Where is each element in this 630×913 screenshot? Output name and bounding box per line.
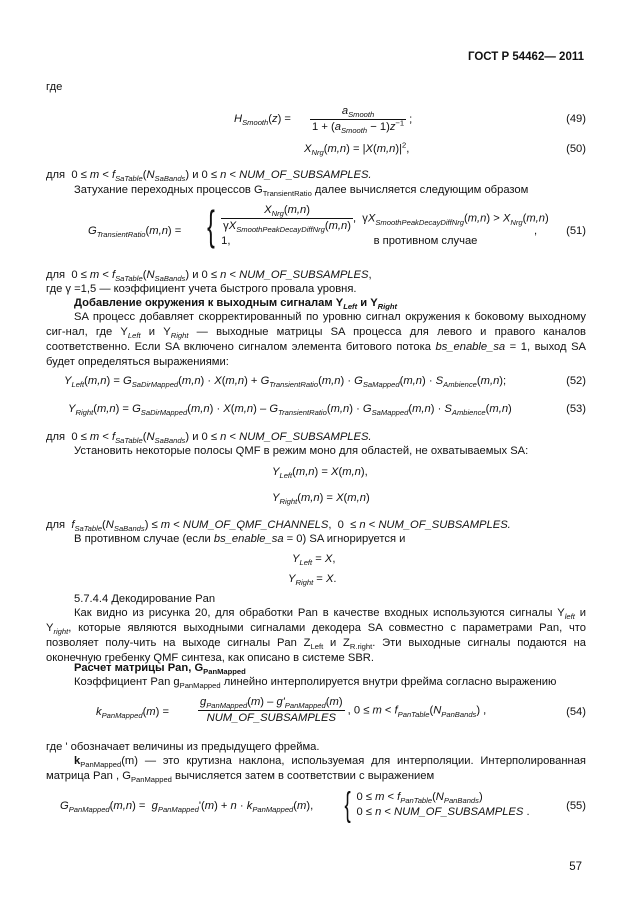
eq-number-54: (54) — [566, 706, 586, 718]
otherwise-text: в противном случае — [373, 235, 478, 248]
equation-52: $Y_{Left}(m,n) = G_{SaDirMapped}(m,n) \cdot X(m,n) + G_{TransientRatio}(m,n) \cdot G_{SaMapped}(m,n) \cdot S_{Ambience}(m,n)$; (52) — [64, 375, 586, 390]
equation-51: $G_{TransientRatio}(m,n)$ = { $\frac{X_{Nrg}(m,n)}{\gamma X_{SmoothPeakDecayDiffNrg}(m,n)}$ , $\gamma X_{SmoothPeakDecayDiffNrg}(m,n) > X_{Nrg}(m,n)$ 1, в противном случае , (51) — [88, 202, 586, 250]
equation-53: $Y_{Right}(m,n) = G_{SaDirMapped}(m,n) \cdot X(m,n) - G_{TransientRatio}(m,n) \cdot G_{SaMapped}(m,n) \cdot S_{Ambience}(m,n)$ (53) — [68, 403, 586, 418]
eq-number-50: (50) — [566, 143, 586, 155]
pan-paragraph: Как видно из рисунка 20, для обработки Pan в качестве входных используются сигналы $Y_{left}$ и $Y_{right}$, которые являются выходными сигналами декодера SA совместно с параметрами Pan, что позволяет полу-чить на выходе сигналы Pan $Z_{Left}$ и $Z_{R.right}$. Эти выходные сигналы подаются на оконечную гребенку QMF синтеза, как описано в системе SBR. — [46, 607, 586, 665]
eq-number-52: (52) — [566, 375, 586, 387]
eq-number-53: (53) — [566, 403, 586, 415]
section-5744: 5.7.4.4 Декодирование Pan — [74, 593, 216, 605]
ignore-right-eq: $Y_{Right} = X$. — [288, 573, 337, 588]
mono-right-eq: $Y_{Right}(m,n) = X(m,n)$ — [272, 492, 370, 507]
eq-number-49: (49) — [566, 113, 586, 125]
else-text: В противном случае (если bs_enable_sa = 0) SA игнорируется и — [74, 533, 406, 545]
qmf-mono-text: Установить некоторые полосы QMF в режим моно для областей, не охватываемых SA: — [74, 445, 529, 457]
ignore-left-eq: $Y_{Left} = X$, — [292, 553, 336, 568]
section-ambience-heading: Добавление окружения к выходным сигналам $Y_{Left}$ и $Y_{Right}$ — [74, 297, 398, 312]
range-note-2: для $0 \le m < f_{SaTable}(N_{SaBands})$ и 0 ≤ n < NUM_OF_SUBSAMPLES, — [46, 269, 372, 284]
eq-number-51: (51) — [566, 225, 586, 237]
gamma-note: где γ =1,5 — коэффициент учета быстрого провала уровня. — [46, 283, 357, 295]
mono-left-eq: $Y_{Left}(m,n) = X(m,n)$, — [272, 466, 368, 481]
eq-number-55: (55) — [566, 800, 586, 812]
section-pan-matrix: Расчет матрицы Pan, $G_{PanMapped}$ — [74, 662, 246, 677]
k-note: $k_{PanMapped}(m)$ — это крутизна наклона, используемая для интерполяции. Интерполированная матрица Pan , $G_{PanMapped}$ вычисляется затем в соответствии с выражением — [46, 755, 586, 785]
standard-header: ГОСТ Р 54462— 2011 — [467, 51, 584, 63]
attenuation-text: Затухание переходных процессов $G_{TransientRatio}$ далее вычисляется следующим образом — [74, 184, 529, 199]
page-number: 57 — [569, 861, 582, 873]
range-note-4: для $f_{SaTable}(N_{SaBands}) \le m$ < NUM_OF_QMF_CHANNELS, 0 ≤ n < NUM_OF_SUBSAMPLES. — [46, 519, 511, 534]
equation-55: $G_{PanMapped}(m,n) = g_{PanMapped}'(m) + n \cdot k_{PanMapped}(m)$, { $0 \le m < f_{PanTable}(N_{PanBands})$ 0 ≤ n < NUM_OF_SUBSAMPLES . (55) — [60, 786, 586, 824]
ambience-paragraph: SA процесс добавляет скорректированный по уровню сигнал окружения к боковому выходному сиг-нал, где $Y_{Left}$ и $Y_{Right}$ — выходные матрицы SA процесса для левого и правого каналов соответственно. Если SA включено сигналом элемента битового потока bs_enable_sa = 1, выход SA будет определяться выражениями: — [46, 311, 586, 369]
equation-54: $k_{PanMapped}(m)$ = $\frac{g_{PanMapped}(m) - g'_{PanMapped}(m)}{\text{NUM\_OF\_SUBSAMPLES}}$ , $0 \le m < f_{PanTable}(N_{PanBands})$ , (54) — [96, 696, 586, 725]
equation-50: $X_{Nrg}(m,n) = |X(m,n)|^2$, (50) — [304, 140, 586, 158]
range-note-3: для $0 \le m < f_{SaTable}(N_{SaBands})$ и 0 ≤ n < NUM_OF_SUBSAMPLES. — [46, 431, 372, 446]
prime-note: где ' обозначает величины из предыдущего фрейма. — [46, 741, 320, 753]
where-label: где — [46, 81, 63, 93]
equation-49: $H_{Smooth}(z)$ = $\frac{a_{Smooth}}{1 + (a_{Smooth} - 1)z^{-1}}$ ; (49) — [234, 105, 586, 136]
pan-coef-text: Коэффициент Pan $g_{PanMapped}$ линейно интерполируется внутри фрейма согласно выражению — [74, 676, 557, 691]
range-note-1: для $0 \le m < f_{SaTable}(N_{SaBands})$ и 0 ≤ n < NUM_OF_SUBSAMPLES. — [46, 169, 372, 184]
